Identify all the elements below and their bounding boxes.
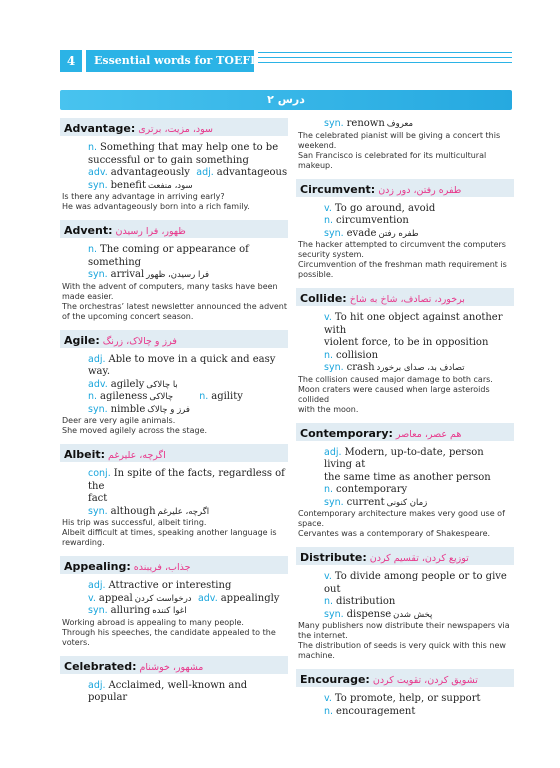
definition: v. To promote, help, or support [324, 693, 481, 704]
left-column [60, 118, 288, 713]
entry-distribute [296, 547, 514, 661]
persian-meaning: تشویق کردن، تقویت کردن [372, 675, 478, 686]
headword: Advantage: [64, 122, 136, 135]
persian-meaning: هم عصر، معاصر [395, 428, 462, 440]
example: the internet. [298, 631, 348, 640]
example: Moon craters were caused when large asteroids collided [298, 384, 490, 404]
headword: Contemporary: [300, 426, 393, 440]
entry-circumvent [296, 179, 514, 281]
example: Albeit difficult at times, speaking another language is [62, 528, 277, 537]
example: The celebrated pianist will be giving a concert this weekend. [298, 130, 501, 150]
definition: adj. Attractive or interesting [88, 580, 232, 591]
entry-collide [296, 288, 514, 415]
derived-forms: n. encouragement [324, 705, 416, 717]
persian-meaning: توزیع کردن، تقسیم کردن [369, 553, 469, 564]
synonym: syn. evade طفره رفتن [324, 227, 419, 239]
synonym: syn. benefit سود، منفعت [88, 179, 193, 191]
example: His trip was successful, albeit tiring. [62, 518, 207, 527]
example: The hacker attempted to circumvent the computers [298, 240, 506, 249]
persian-meaning: طفره رفتن، دور زدن [378, 184, 462, 196]
example: security system. [298, 250, 364, 259]
headword: Celebrated: [64, 659, 137, 673]
synonym: syn. although اگرچه، علیرغم [88, 505, 210, 517]
example: possible. [298, 270, 334, 279]
synonym: syn. crash تصادف بد، صدای برخورد [324, 362, 465, 373]
headword: Encourage: [300, 673, 370, 686]
entry-advantage [60, 118, 288, 212]
persian-meaning: فرز و چالاک، زرنگ [102, 335, 177, 347]
book-title: Essential words for TOEFL [86, 50, 254, 72]
example: Circumvention of the freshman math requirement is [298, 260, 507, 269]
entry-celebrated [60, 656, 288, 705]
headword: Collide: [300, 292, 347, 305]
derived-forms: n. circumvention [324, 215, 409, 226]
definition-cont: fact [88, 493, 108, 504]
synonym: syn. dispense پخش شدن [324, 608, 433, 620]
page-number: 4 [60, 50, 82, 72]
example: Working abroad is appealing to many people. [62, 617, 244, 627]
derived-forms: adv. agilely با چالاکی [88, 378, 178, 390]
definition: conj. In spite of the facts, regardless of the [88, 468, 285, 492]
definition: adj. Able to move in a quick and easy way. [88, 353, 276, 377]
word-heading [296, 179, 514, 197]
entry-celebrated-cont [296, 118, 514, 171]
right-column [296, 118, 514, 726]
persian-meaning: مشهور، خوشنام [139, 661, 204, 673]
entry-albeit [60, 444, 288, 548]
word-heading [296, 669, 514, 687]
example: rewarding. [62, 538, 105, 547]
synonym: syn. nimble فرز و چالاک [88, 403, 190, 415]
definition: n. The coming or appearance of something [88, 244, 249, 268]
example: with the moon. [298, 404, 359, 414]
entry-advent [60, 220, 288, 322]
example: Cervantes was a contemporary of Shakespeare. [298, 529, 491, 538]
word-heading [296, 547, 514, 565]
example: of the upcoming concert season. [62, 311, 194, 321]
definition: v. To divide among people or to give out [324, 571, 507, 595]
definition-cont: successful or to gain something [88, 154, 249, 166]
definition: adj. Modern, up-to-date, person living at [324, 446, 484, 470]
definition: adj. Acclaimed, well-known and popular [88, 679, 248, 703]
derived-forms: n. contemporary [324, 484, 408, 495]
derived-forms: n. distribution [324, 596, 396, 607]
persian-meaning: برخورد، تصادف، شاخ به شاخ [349, 294, 465, 305]
definition-cont: the same time as another person [324, 471, 491, 483]
example: The orchestras’ latest newsletter announced the advent [62, 301, 288, 311]
entry-appealing [60, 556, 288, 648]
example: With the advent of computers, many tasks have been [62, 281, 278, 291]
example: She moved agilely across the stage. [62, 426, 208, 435]
header-rules [258, 50, 512, 72]
word-heading [60, 330, 288, 348]
headword: Appealing: [64, 560, 131, 573]
entry-encourage [296, 669, 514, 718]
word-heading [60, 118, 288, 136]
word-heading [296, 288, 514, 306]
example: San Francisco is celebrated for its multicultural makeup. [298, 150, 487, 170]
example: Deer are very agile animals. [62, 416, 176, 425]
example: Contemporary architecture makes very good use of space. [298, 509, 505, 528]
persian-meaning: اگرچه، علیرغم [108, 450, 166, 461]
persian-meaning: سود، مزیت، برتری [138, 124, 214, 135]
word-heading [60, 444, 288, 462]
lesson-title: درس ۲ [60, 90, 512, 110]
derived-forms: v. appeal درخواست کردن adv. appealingly [88, 592, 280, 604]
synonym: syn. arrival فرا رسیدن، ظهور [88, 269, 210, 280]
page-header [60, 50, 512, 72]
headword: Advent: [64, 224, 113, 237]
synonym: syn. alluring اغوا کننده [88, 605, 187, 616]
entry-contemporary [296, 423, 514, 540]
example: The collision caused major damage to both cars. [298, 374, 493, 384]
word-heading [60, 220, 288, 238]
example: He was advantageously born into a rich family. [62, 202, 250, 211]
example: The distribution of seeds is very quick with this new [298, 641, 506, 650]
definition-cont: violent force, to be in opposition [324, 337, 489, 348]
word-heading [60, 556, 288, 574]
definition: v. To go around, avoid [324, 202, 436, 214]
example: Is there any advantage in arriving early? [62, 192, 225, 201]
definition: v. To hit one object against another with [324, 312, 503, 336]
headword: Albeit: [64, 448, 106, 461]
definition: n. Something that may help one to be [88, 142, 279, 153]
word-heading [296, 423, 514, 441]
derived-forms: adv. advantageously adj. advantageous [88, 167, 288, 178]
headword: Circumvent: [300, 182, 376, 196]
entry-agile [60, 330, 288, 437]
synonym: syn. current زمان کنونی [324, 496, 428, 508]
synonym: syn. renown معروف [324, 118, 414, 129]
example: machine. [298, 651, 335, 660]
example: made easier. [62, 291, 114, 301]
persian-meaning: ظهور، فرا رسیدن [115, 226, 186, 237]
derived-forms: n. agileness چالاکی n. agility [88, 391, 243, 402]
example: Through his speeches, the candidate appealed to the voters. [62, 627, 276, 647]
word-heading [60, 656, 288, 674]
example: Many publishers now distribute their newspapers via [298, 621, 510, 630]
derived-forms: n. collision [324, 349, 379, 361]
persian-meaning: جذاب، فریبنده [133, 562, 191, 573]
headword: Agile: [64, 333, 100, 347]
headword: Distribute: [300, 551, 367, 564]
